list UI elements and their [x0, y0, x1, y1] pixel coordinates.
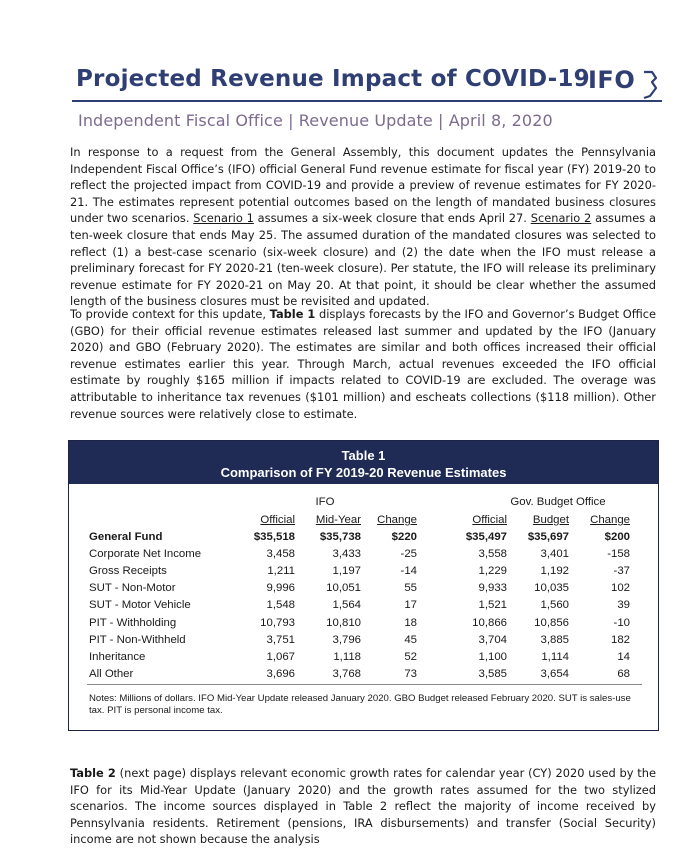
table-cell: 1,067 [266, 650, 295, 663]
page-subtitle: Independent Fiscal Office | Revenue Update | April 8, 2020 [78, 111, 553, 130]
row-label: General Fund [89, 531, 163, 543]
table-cell: 3,885 [540, 633, 569, 646]
table-cell: 52 [404, 650, 417, 663]
table-cell: 1,548 [266, 599, 295, 612]
table-cell: -25 [400, 548, 417, 561]
table-cell: 3,696 [266, 667, 295, 680]
table-cell: -158 [607, 548, 630, 561]
table-cell: $35,738 [319, 531, 361, 543]
table-2-reference: Table 2 [70, 766, 116, 780]
table-cell: 1,192 [540, 565, 569, 578]
logo-text: IFO [588, 66, 636, 94]
group-header-ifo: IFO [315, 496, 335, 508]
table-cell: 10,866 [472, 616, 507, 629]
table-cell: 39 [617, 599, 630, 612]
ifo-logo [586, 66, 662, 102]
column-header: Budget [532, 514, 569, 526]
row-label: PIT - Non-Withheld [89, 633, 186, 646]
table-cell: 3,433 [332, 548, 361, 561]
row-label: SUT - Motor Vehicle [89, 599, 191, 612]
table-cell: 10,035 [534, 582, 569, 595]
table-cell: 3,401 [540, 548, 569, 561]
table-cell: 1,229 [478, 565, 507, 578]
table-cell: 9,996 [266, 582, 295, 595]
table-cell: 1,560 [540, 599, 569, 612]
table-cell: 3,458 [266, 548, 295, 561]
table-cell: 10,856 [534, 616, 569, 629]
table-cell: -14 [400, 565, 417, 578]
table-cell: 17 [404, 599, 417, 612]
table-cell: -37 [613, 565, 630, 578]
table-header [69, 441, 658, 484]
column-header: Official [472, 514, 507, 526]
context-paragraph: To provide context for this update, Table 1 displays forecasts by the IFO and Governor’s Budget Office (GBO) for their official revenue estimates released last summer and updated by the IFO (January 2020) and GBO (February 2020). The estimates are similar and both offices increased their official revenue estimates earlier this year. Through March, actual revenues exceeded the IFO official estimate by roughly $165 million if impacts related to COVID-19 are excluded. The overage was attributable to inheritance tax revenues ($101 million) and escheats collections ($118 million). Other revenue sources were relatively close to estimate. [70, 307, 657, 421]
table-cell: 3,768 [332, 667, 361, 680]
table-subtitle: Comparison of FY 2019-20 Revenue Estimates [220, 465, 507, 480]
table-cell: 1,114 [541, 650, 569, 663]
table-cell: 3,751 [266, 633, 295, 646]
row-label: All Other [89, 667, 134, 680]
row-label: PIT - Withholding [89, 616, 177, 629]
row-label: Corporate Net Income [89, 548, 202, 561]
row-label: Gross Receipts [89, 565, 167, 578]
intro-paragraph: In response to a request from the General Assembly, this document updates the Pennsylvania Independent Fiscal Office’s (IFO) official General Fund revenue estimate for fiscal year (FY) 2019-20 to reflect the projected impact from COVID-19 and provide a preview of revenue estimates for FY 2020-21. The estimates represent potential outcomes based on the length of mandated business closures under two scenarios. Scenario 1 assumes a six-week closure that ends April 27. Scenario 2 assumes a ten-week closure that ends May 25. The assumed duration of the mandated closures was selected to reflect (1) a best-case scenario (six-week closure) and (2) the date when the IFO must release a preliminary forecast for FY 2020-21 (ten-week closure). Per statute, the IFO will release its preliminary revenue estimate for FY 2020-21 on May 20. At that point, it should be clear whether the assumed length of the business closures must be revisited and updated. [70, 145, 657, 309]
table-cell: $35,497 [465, 531, 507, 543]
table-cell: 3,704 [478, 633, 507, 646]
scenario-2-label: Scenario 2 [530, 211, 592, 226]
table-cell: 3,585 [478, 667, 507, 680]
table-cell: 10,793 [260, 616, 295, 629]
table-2-paragraph: Table 2 (next page) displays relevant economic growth rates for calendar year (CY) 2020 used by the IFO for its Mid-Year Update (January 2020) and the growth rates assumed for the two stylized scenarios. The income sources displayed in Table 2 reflect the majority of income received by Pennsylvania residents. Retirement (pensions, IRA disbursements) and transfer (Social Security) income are not shown because the analysis [70, 766, 656, 847]
table-cell: 45 [404, 633, 417, 646]
table-cell: 1,118 [333, 650, 361, 663]
table-cell: 1,521 [478, 599, 507, 612]
table-cell: 55 [404, 582, 417, 595]
table-cell: 1,211 [267, 565, 295, 578]
table-title: Table 1 [341, 448, 386, 463]
table-cell: 18 [404, 616, 417, 629]
column-header: Mid-Year [315, 514, 361, 526]
page-title: Projected Revenue Impact of COVID-19 [76, 66, 590, 92]
table-1 [68, 440, 659, 731]
table-cell: $220 [391, 531, 417, 543]
group-header-gbo: Gov. Budget Office [510, 496, 606, 508]
table-cell: $35,518 [253, 531, 295, 543]
table-cell: 3,558 [478, 548, 507, 561]
row-label: SUT - Non-Motor [89, 582, 176, 595]
column-header: Official [260, 514, 295, 526]
table-cell: 10,810 [326, 616, 361, 629]
table-cell: -10 [613, 616, 630, 629]
table-1-reference: Table 1 [269, 307, 316, 321]
column-header: Change [377, 514, 417, 526]
table-cell: $35,697 [527, 531, 569, 543]
table-cell: 1,100 [478, 650, 507, 663]
table-cell: 68 [617, 667, 630, 680]
table-cell: 1,197 [332, 565, 361, 578]
header-rule [72, 100, 662, 102]
column-header: Change [590, 514, 630, 526]
scenario-1-label: Scenario 1 [193, 211, 254, 226]
notes-divider [87, 684, 642, 685]
table-cell: 1,564 [332, 599, 361, 612]
table-cell: 3,796 [332, 633, 361, 646]
pennsylvania-outline-icon [586, 66, 662, 102]
table-cell: 73 [404, 667, 417, 680]
row-label: Inheritance [89, 650, 146, 663]
table-cell: 14 [617, 650, 630, 663]
table-cell: $200 [604, 531, 630, 543]
table-cell: 9,933 [478, 582, 507, 595]
table-cell: 10,051 [326, 582, 361, 595]
table-cell: 182 [610, 633, 630, 646]
table-cell: 3,654 [540, 667, 569, 680]
table-cell: 102 [610, 582, 630, 595]
table-notes: Notes: Millions of dollars. IFO Mid-Year Update released January 2020. GBO Budget released February 2020. SUT is sales-use tax. PIT is personal income tax. [89, 693, 631, 716]
